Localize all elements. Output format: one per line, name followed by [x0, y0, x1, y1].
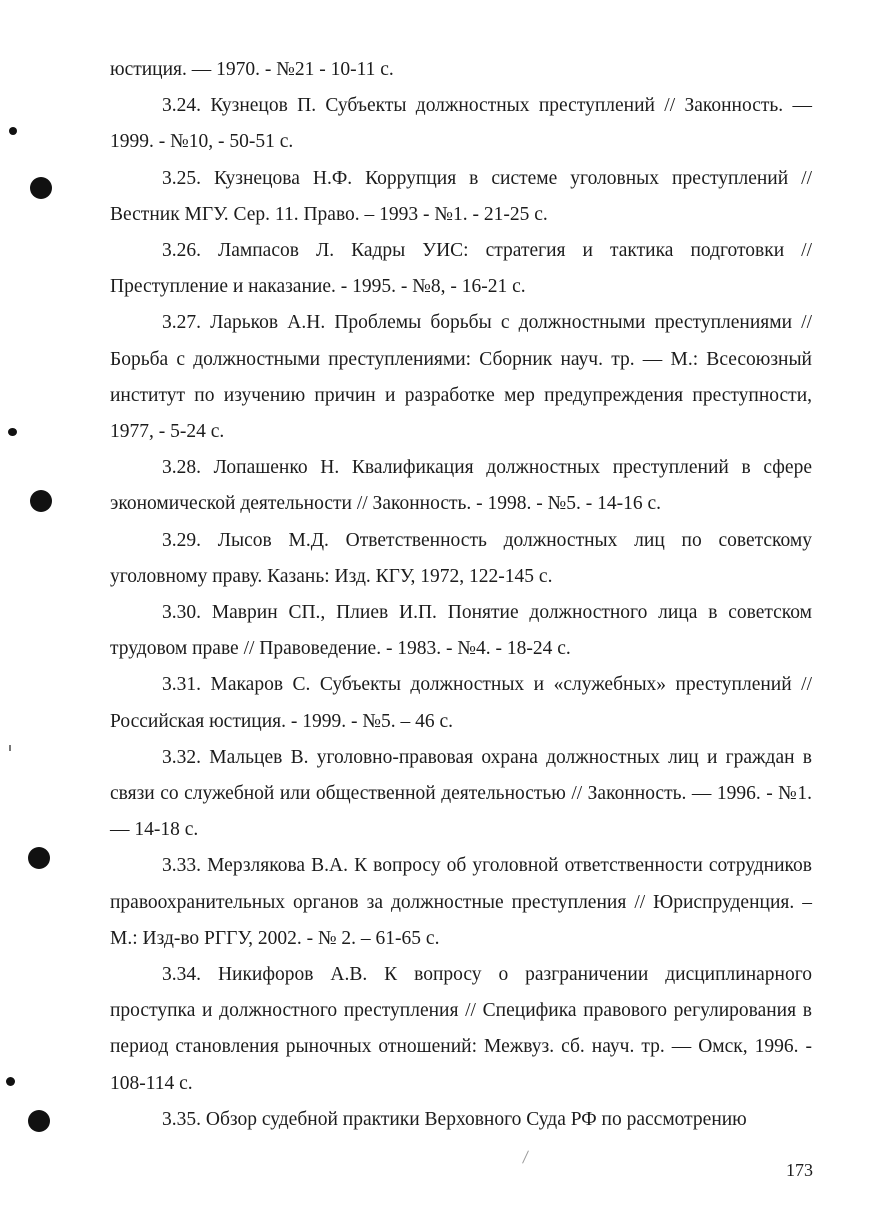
- bibliography-entry: 3.29. Лысов М.Д. Ответственность должностных лиц по советскому уголовному праву. Казань: Изд. КГУ, 1972, 122-145 с.: [110, 529, 812, 587]
- scan-speck: [9, 127, 17, 135]
- bibliography-entry: 3.35. Обзор судебной практики Верховного Суда РФ по рассмотрению: [162, 1108, 747, 1130]
- bibliography-entry: 3.34. Никифоров А.В. К вопросу о разграничении дисциплинарного проступка и должностного преступления // Специфика правового регулирования в период становления рыночных отношений: Межвуз. сб. науч. тр. — Омск, 1996. - 108-114 с.: [110, 964, 812, 1094]
- punch-hole: [28, 847, 50, 869]
- bibliography-entry: 3.26. Лампасов Л. Кадры УИС: стратегия и тактика подготовки // Преступление и наказание. - 1995. - №8, - 16-21 с.: [110, 240, 812, 298]
- scan-speck: [6, 1077, 15, 1086]
- bibliography-entry: 3.28. Лопашенко Н. Квалификация должностных преступлений в сфере экономической деятельности // Законность. - 1998. - №5. - 14-16 с.: [110, 457, 812, 515]
- bibliography-entry: 3.33. Мерзлякова В.А. К вопросу об уголовной ответственности сотрудников правоохранительных органов за должностные преступления // Юриспруденция. – М.: Изд-во РГГУ, 2002. - № 2. – 61-65 с.: [110, 855, 812, 949]
- punch-hole: [30, 490, 52, 512]
- bibliography-entry: 3.24. Кузнецов П. Субъекты должностных преступлений // Законность. — 1999. - №10, - 50-51 с.: [110, 95, 812, 153]
- scan-mark: [522, 1150, 529, 1163]
- scan-mark: [9, 745, 11, 751]
- bibliography-entry: 3.31. Макаров С. Субъекты должностных и «служебных» преступлений // Российская юстиция. - 1999. - №5. – 46 с.: [110, 674, 812, 732]
- bibliography-entry: 3.25. Кузнецова Н.Ф. Коррупция в системе уголовных преступлений // Вестник МГУ. Сер. 11. Право. – 1993 - №1. - 21-25 с.: [110, 167, 812, 225]
- punch-hole: [28, 1110, 50, 1132]
- bibliography-entry: 3.30. Маврин СП., Плиев И.П. Понятие должностного лица в советском трудовом праве // Правоведение. - 1983. - №4. - 18-24 с.: [110, 602, 812, 660]
- bibliography-entry-continuation: юстиция. — 1970. - №21 - 10-11 с.: [110, 59, 394, 80]
- punch-hole: [30, 177, 52, 199]
- bibliography-entry: 3.32. Мальцев В. уголовно-правовая охрана должностных лиц и граждан в связи со служебной или общественной деятельностью // Законность. — 1996. - №1. — 14-18 с.: [110, 746, 812, 841]
- page-number: 173: [786, 1160, 813, 1180]
- bibliography-body: [110, 52, 812, 1138]
- scan-speck: [8, 428, 17, 436]
- bibliography-entry: 3.27. Ларьков А.Н. Проблемы борьбы с должностными преступлениями // Борьба с должностными преступлениями: Сборник науч. тр. — М.: Всесоюзный институт по изучению причин и разработке мер предупреждения преступности, 1977, - 5-24 с.: [110, 312, 812, 443]
